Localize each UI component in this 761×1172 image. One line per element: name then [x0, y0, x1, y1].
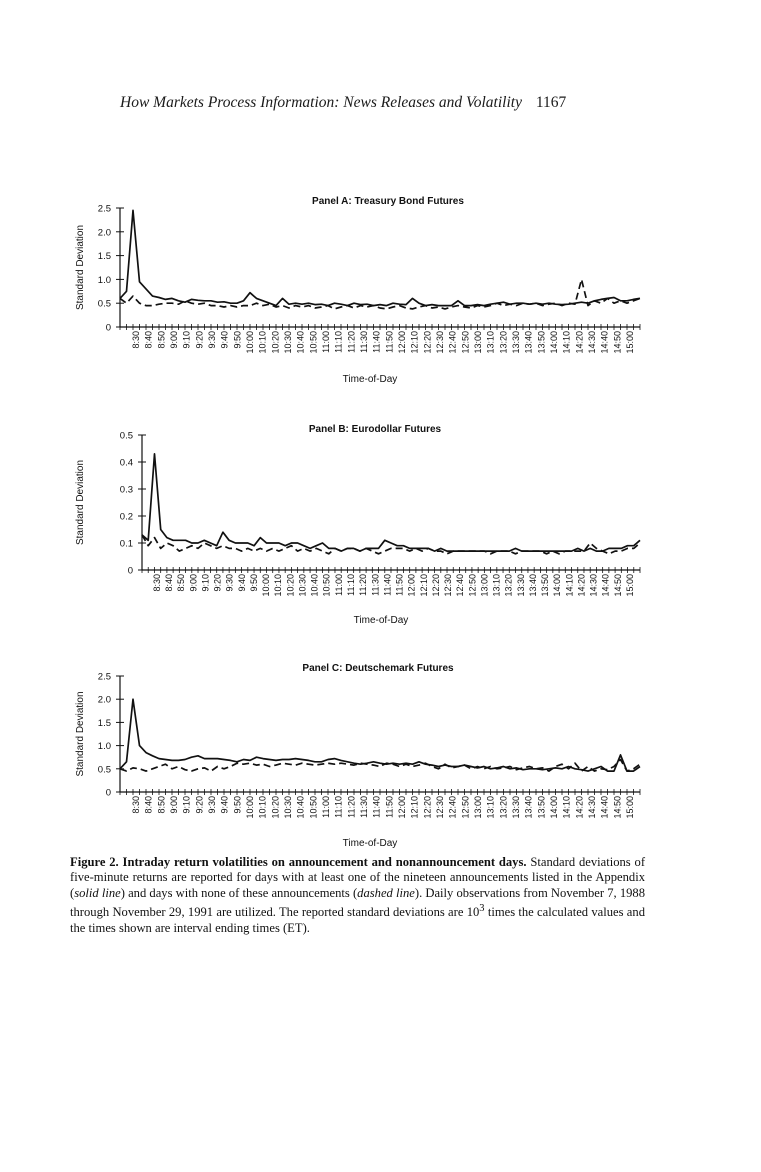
caption-dashed-line: dashed line [357, 885, 415, 900]
x-tick-label: 13:00 [479, 574, 490, 597]
y-tick-label: 2.0 [97, 694, 111, 706]
x-tick-label: 9:40 [236, 574, 247, 592]
x-tick-label: 9:20 [212, 574, 223, 592]
y-tick-label: 0.5 [119, 430, 133, 442]
x-tick-label: 12:20 [430, 574, 441, 597]
x-tick-label: 13:40 [523, 331, 534, 354]
x-tick-label: 10:40 [309, 574, 320, 597]
x-tick-label: 14:30 [588, 574, 599, 597]
caption-solid-line: solid line [74, 885, 121, 900]
x-tick-label: 11:30 [359, 796, 369, 818]
x-tick-label: 12:20 [422, 331, 433, 354]
x-tick-label: 13:50 [536, 796, 547, 819]
x-tick-label: 11:50 [384, 331, 395, 353]
y-tick-label: 2.5 [97, 203, 111, 215]
x-tick-label: 9:10 [200, 574, 211, 592]
y-tick-label: 2.5 [97, 671, 111, 683]
x-tick-label: 14:50 [612, 331, 623, 354]
x-tick-label: 13:10 [485, 796, 496, 819]
x-tick-label: 9:10 [181, 331, 192, 349]
x-tick-label: 14:20 [574, 331, 585, 354]
series-line-solid [120, 210, 640, 305]
x-tick-label: 12:00 [397, 331, 407, 354]
x-tick-label: 10:10 [257, 796, 268, 819]
x-axis-label: Time-of-Day [353, 615, 409, 626]
x-tick-label: 14:00 [549, 796, 559, 819]
x-tick-label: 9:20 [194, 796, 205, 814]
y-tick-label: 1.0 [97, 274, 111, 286]
x-tick-label: 13:10 [491, 574, 502, 597]
x-tick-label: 10:50 [308, 796, 319, 819]
x-tick-label: 12:30 [435, 331, 445, 354]
x-tick-label: 12:10 [409, 331, 420, 354]
series-line-solid [142, 454, 640, 551]
x-tick-label: 9:30 [207, 796, 217, 814]
x-tick-label: 11:20 [346, 331, 357, 353]
figure-caption [70, 855, 645, 936]
panel-a-svg [70, 190, 670, 390]
x-tick-label: 10:10 [257, 331, 268, 354]
chart-title: Panel B: Eurodollar Futures [308, 424, 442, 435]
x-tick-label: 11:50 [394, 574, 405, 596]
x-tick-label: 8:50 [156, 331, 167, 349]
y-tick-label: 0 [105, 787, 111, 799]
x-tick-label: 9:20 [194, 331, 205, 349]
x-tick-label: 11:20 [346, 796, 357, 818]
caption-text-2: ) and days with none of these announcements ( [120, 885, 358, 900]
x-tick-label: 11:40 [371, 331, 382, 353]
y-tick-label: 0.5 [97, 764, 111, 776]
x-tick-label: 9:00 [169, 331, 179, 349]
series-line-solid [120, 699, 640, 771]
x-tick-label: 14:30 [587, 796, 597, 819]
x-tick-label: 14:00 [552, 574, 563, 597]
chart-title: Panel C: Deutschemark Futures [302, 663, 454, 674]
panel-c-svg [70, 657, 670, 852]
page-number: 1167 [535, 94, 567, 111]
x-tick-label: 9:30 [207, 331, 217, 349]
x-tick-label: 12:20 [422, 796, 433, 819]
x-tick-label: 14:20 [576, 574, 587, 597]
x-tick-label: 14:40 [600, 574, 611, 597]
x-tick-label: 9:40 [219, 331, 230, 349]
x-tick-label: 8:30 [131, 331, 141, 349]
y-axis-label: Standard Deviation [75, 224, 86, 311]
x-tick-label: 13:40 [527, 574, 538, 597]
y-tick-label: 1.5 [97, 251, 111, 263]
x-tick-label: 9:50 [232, 796, 243, 814]
x-tick-label: 11:10 [345, 574, 356, 596]
x-tick-label: 12:50 [467, 574, 478, 597]
y-tick-label: 0.3 [119, 484, 133, 496]
x-tick-label: 12:00 [397, 796, 407, 819]
x-tick-label: 10:00 [245, 331, 255, 354]
x-tick-label: 10:50 [321, 574, 332, 597]
x-tick-label: 8:40 [143, 331, 154, 349]
x-tick-label: 12:40 [447, 331, 458, 354]
y-tick-label: 0 [105, 322, 111, 334]
x-tick-label: 9:50 [232, 331, 243, 349]
x-tick-label: 10:40 [295, 796, 306, 819]
panel-b-chart [70, 418, 670, 633]
x-tick-label: 14:50 [612, 574, 623, 597]
panel-a-chart [70, 190, 670, 390]
x-tick-label: 9:50 [248, 574, 259, 592]
caption-text-1: Standard deviations of five-minute returns are reported for days with at least one of the nineteen announcements listed in the Appendix ( [70, 855, 646, 900]
x-tick-label: 13:50 [540, 574, 551, 597]
x-tick-label: 10:50 [308, 331, 319, 354]
x-tick-label: 9:00 [169, 796, 179, 814]
x-tick-label: 12:30 [435, 796, 445, 819]
x-tick-label: 9:30 [224, 574, 235, 592]
x-tick-label: 12:50 [460, 796, 471, 819]
x-tick-label: 13:20 [503, 574, 514, 597]
caption-text-3: ). Daily observations from November 7, 1988 through November 29, 1991 are utilized. The reported standard deviations are 10 [70, 885, 646, 920]
x-tick-label: 12:40 [447, 796, 458, 819]
chart-title: Panel A: Treasury Bond Futures [312, 196, 464, 207]
y-tick-label: 0.1 [119, 538, 133, 550]
x-tick-label: 9:00 [188, 574, 199, 592]
x-tick-label: 13:00 [473, 796, 483, 819]
x-tick-label: 10:30 [283, 331, 293, 354]
x-tick-label: 11:40 [371, 796, 382, 818]
x-tick-label: 13:20 [498, 796, 509, 819]
y-tick-label: 2.0 [97, 227, 111, 239]
x-tick-label: 15:00 [625, 331, 635, 354]
caption-superscript: 3 [479, 903, 485, 915]
x-tick-label: 13:00 [473, 331, 483, 354]
caption-text-4: times the calculated values and the times shown are interval ending times (ET). [70, 905, 645, 935]
x-tick-label: 13:10 [485, 331, 496, 354]
x-tick-label: 8:50 [156, 796, 167, 814]
x-tick-label: 12:10 [418, 574, 429, 597]
x-tick-label: 10:30 [297, 574, 308, 597]
x-tick-label: 12:40 [455, 574, 466, 597]
x-tick-label: 10:00 [261, 574, 272, 597]
x-tick-label: 12:30 [443, 574, 454, 597]
panel-c-chart [70, 657, 670, 852]
y-tick-label: 1.5 [97, 717, 111, 729]
x-tick-label: 9:10 [181, 796, 192, 814]
running-head-title: How Markets Process Information: News Releases and Volatility [120, 94, 522, 111]
x-tick-label: 11:10 [333, 331, 344, 353]
x-tick-label: 14:50 [612, 796, 623, 819]
x-tick-label: 11:00 [321, 331, 331, 353]
x-tick-label: 8:40 [143, 796, 154, 814]
x-tick-label: 14:00 [549, 331, 559, 354]
x-tick-label: 14:20 [574, 796, 585, 819]
y-tick-label: 0.5 [97, 298, 111, 310]
x-tick-label: 9:40 [219, 796, 230, 814]
y-tick-label: 0 [127, 565, 133, 577]
x-tick-label: 11:50 [384, 796, 395, 818]
y-axis-label: Standard Deviation [75, 459, 86, 546]
panel-b-svg [70, 418, 670, 633]
running-head [120, 94, 566, 112]
x-tick-label: 14:10 [561, 796, 572, 819]
x-tick-label: 13:30 [511, 796, 521, 819]
x-tick-label: 10:30 [283, 796, 293, 819]
x-tick-label: 13:50 [536, 331, 547, 354]
x-tick-label: 11:10 [333, 796, 344, 818]
x-axis-label: Time-of-Day [342, 838, 398, 849]
x-tick-label: 13:30 [515, 574, 526, 597]
x-tick-label: 8:30 [131, 796, 141, 814]
x-tick-label: 10:00 [245, 796, 255, 819]
x-tick-label: 13:30 [511, 331, 521, 354]
y-tick-label: 0.4 [119, 457, 133, 469]
x-tick-label: 11:40 [382, 574, 393, 596]
x-tick-label: 12:10 [409, 796, 420, 819]
x-tick-label: 8:40 [164, 574, 175, 592]
x-tick-label: 11:30 [370, 574, 381, 596]
x-tick-label: 14:10 [564, 574, 575, 597]
x-tick-label: 12:50 [460, 331, 471, 354]
x-tick-label: 11:30 [359, 331, 369, 353]
x-tick-label: 13:20 [498, 331, 509, 354]
x-tick-label: 14:40 [599, 796, 610, 819]
y-tick-label: 1.0 [97, 741, 111, 753]
x-tick-label: 11:20 [358, 574, 369, 596]
x-tick-label: 10:10 [273, 574, 284, 597]
caption-label: Figure 2. [70, 855, 119, 869]
caption-title: Intraday return volatilities on announcement and nonannouncement days. [122, 855, 527, 869]
x-tick-label: 10:40 [295, 331, 306, 354]
x-tick-label: 14:30 [587, 331, 597, 354]
x-tick-label: 12:00 [406, 574, 417, 597]
y-tick-label: 0.2 [119, 511, 133, 523]
x-tick-label: 14:40 [599, 331, 610, 354]
x-tick-label: 11:00 [321, 796, 331, 818]
x-tick-label: 15:00 [625, 574, 635, 597]
x-tick-label: 14:10 [561, 330, 572, 354]
x-tick-label: 13:40 [523, 796, 534, 819]
x-axis-label: Time-of-Day [342, 374, 398, 385]
x-tick-label: 10:20 [285, 574, 296, 597]
x-tick-label: 10:20 [270, 796, 281, 819]
x-tick-label: 15:00 [625, 796, 635, 819]
x-tick-label: 8:30 [151, 574, 162, 592]
x-tick-label: 11:00 [333, 574, 344, 596]
y-axis-label: Standard Deviation [75, 691, 86, 777]
x-tick-label: 8:50 [176, 574, 187, 592]
x-tick-label: 10:20 [270, 331, 281, 354]
